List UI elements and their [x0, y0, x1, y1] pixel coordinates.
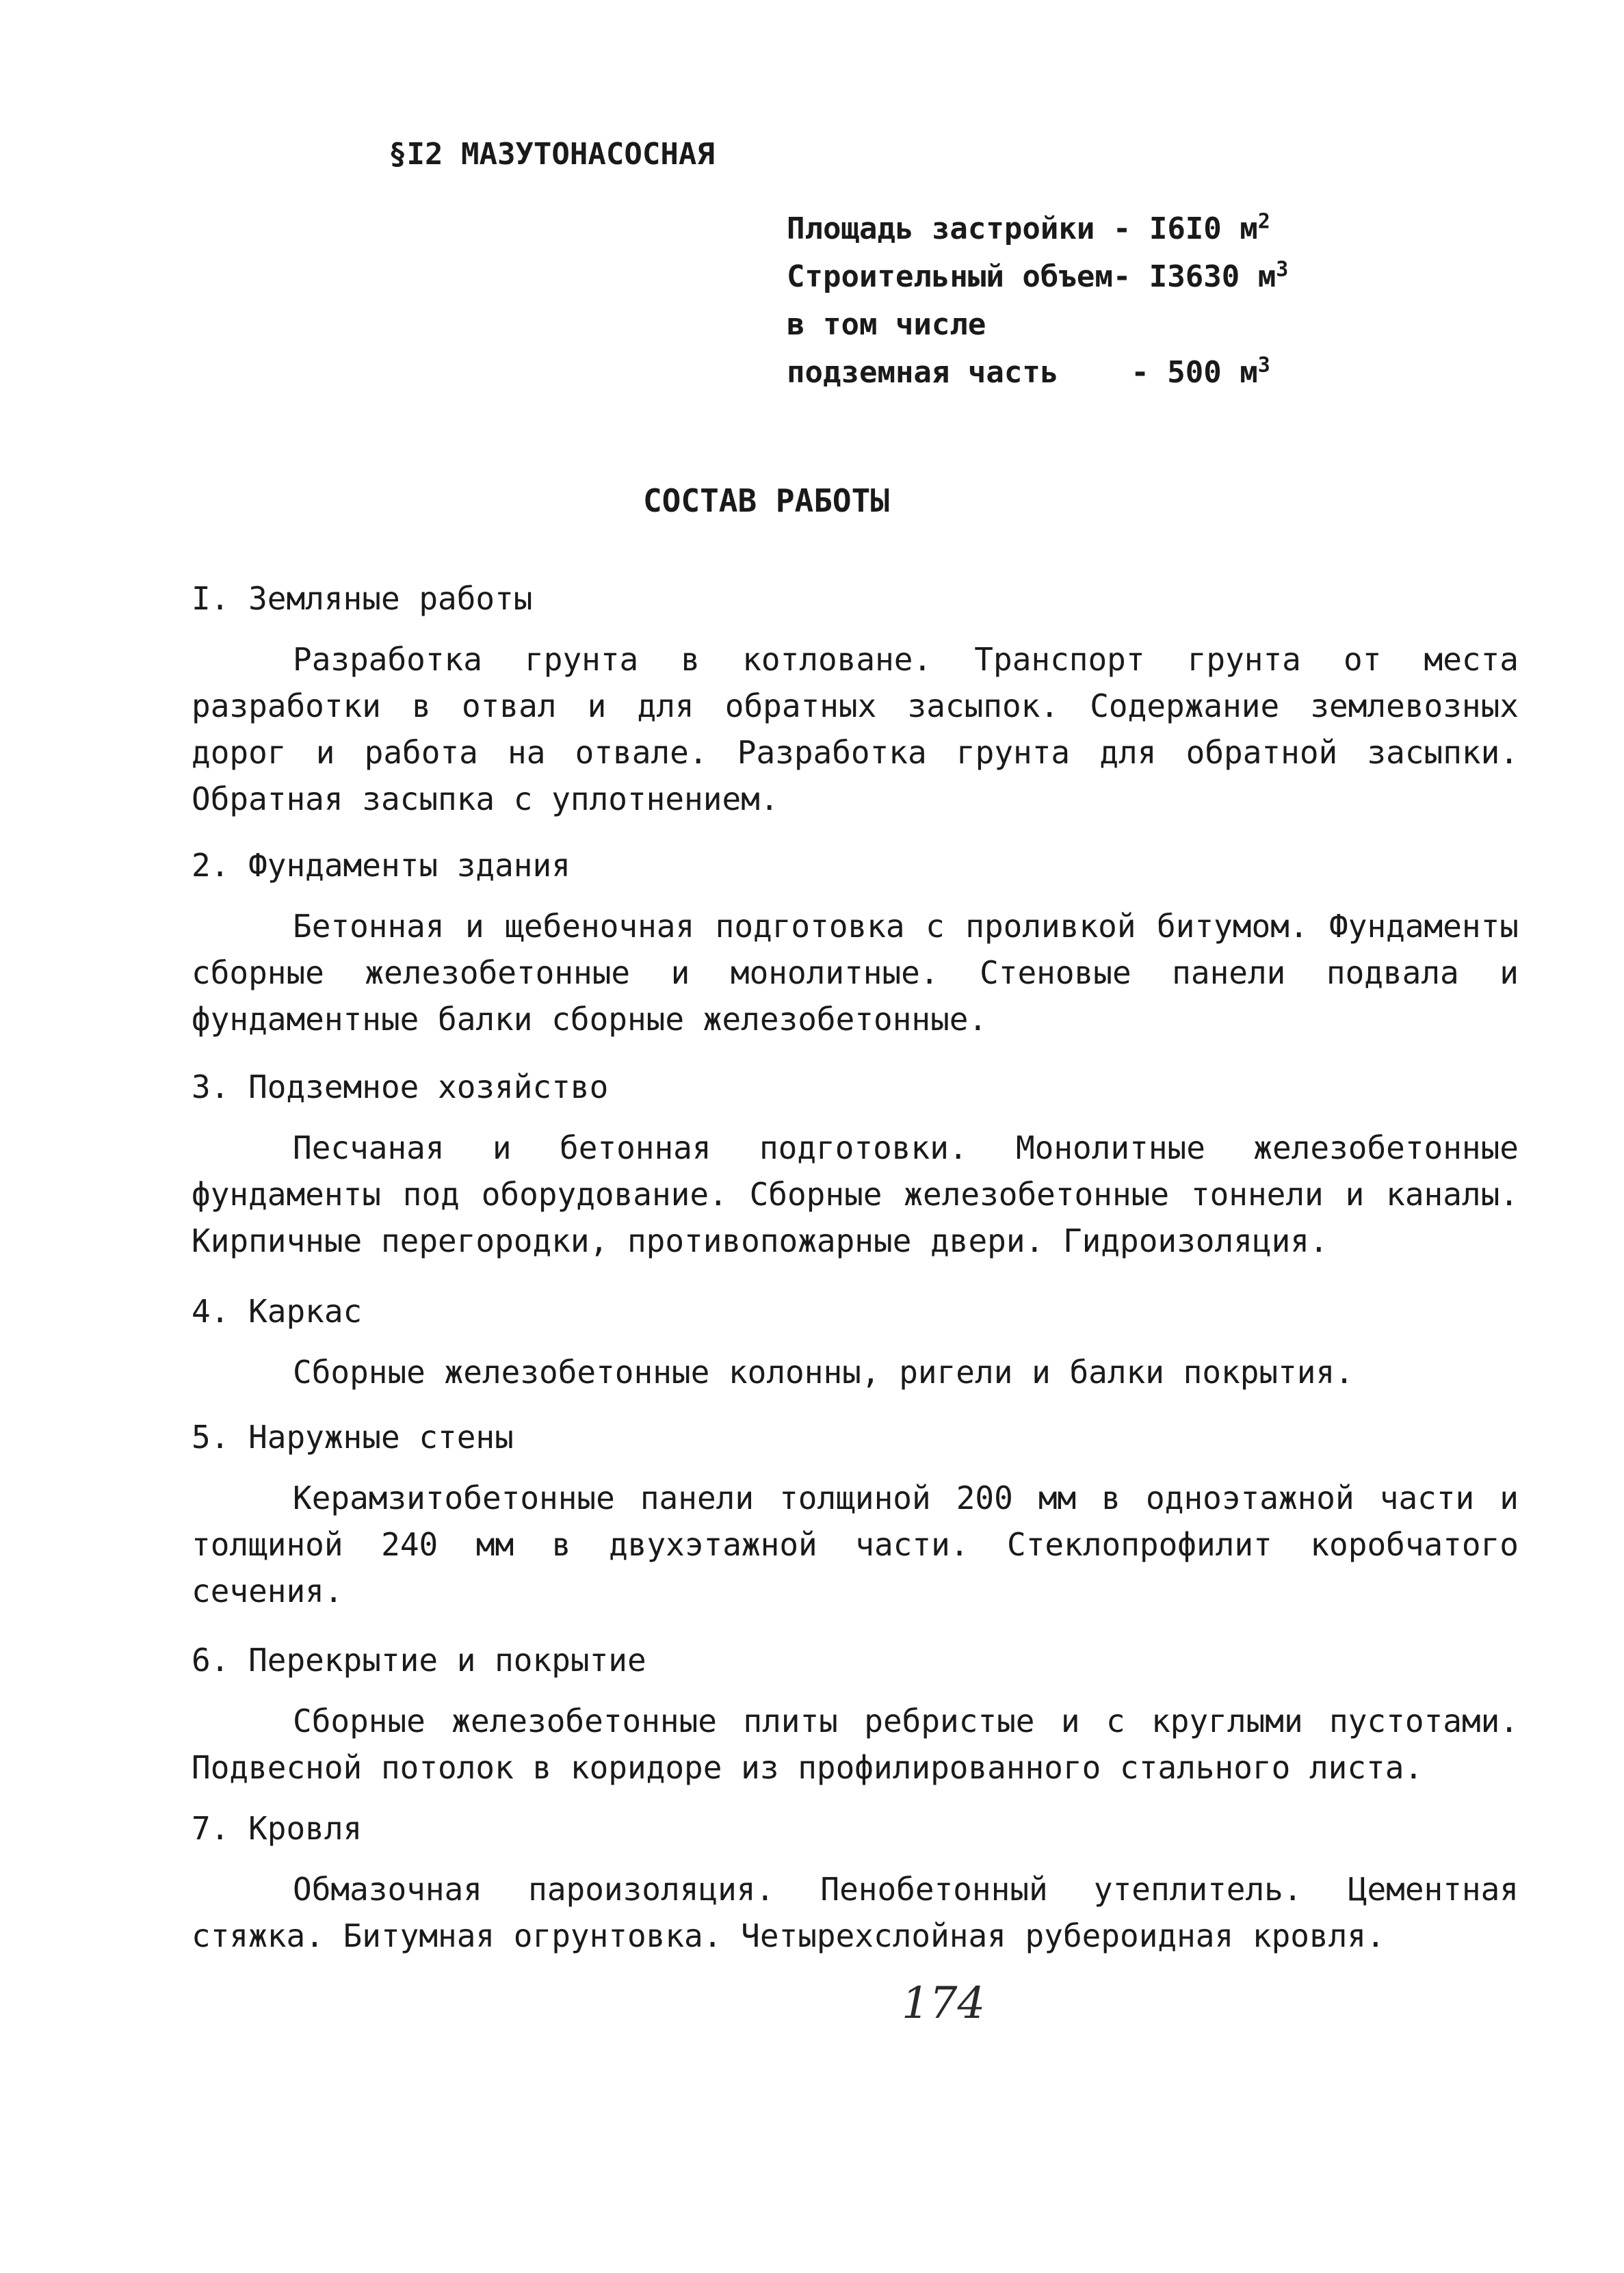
item-body-slabs-roofing: Сборные железобетонные плиты ребристые и с круглыми пустотами. Подвесной потолок в коридоре из профилированного стального листа.: [192, 1703, 1519, 1786]
item-body-frame: Сборные железобетонные колонны, ригели и балки покрытия.: [293, 1354, 1354, 1391]
section-heading: §I2 МАЗУТОНАСОСНАЯ: [389, 137, 715, 172]
stat-area-value: - I6I0 м: [1112, 211, 1258, 246]
stat-underground: [787, 349, 1288, 397]
item-title-exterior-walls: 5. Наружные стены: [192, 1419, 514, 1456]
work-composition-title: СОСТАВ РАБОТЫ: [642, 482, 890, 519]
item-body-exterior-walls: Керамзитобетонные панели толщиной 200 мм в одноэтажной части и толщиной 240 мм в двухэтажной части. Стеклопрофилит коробчатого сечения.: [192, 1480, 1519, 1610]
item-body-foundations: Бетонная и щебеночная подготовка с проливкой битумом. Фундаменты сборные железобетонные и монолитные. Стеновые панели подвала и фундаментные балки сборные железобетонные.: [192, 908, 1519, 1038]
item-body-roof: Обмазочная пароизоляция. Пенобетонный утеплитель. Цементная стяжка. Битумная огрунтовка. Четырехслойная рубероидная кровля.: [192, 1871, 1519, 1954]
item-body-underground: Песчаная и бетонная подготовки. Монолитные железобетонные фундаменты под оборудование. Сборные железобетонные тоннели и каналы. Кирпичные перегородки, противопожарные двери. Гидроизоляция.: [192, 1129, 1519, 1259]
building-stats: [787, 205, 1288, 397]
stat-underground-value: - 500 м: [1131, 355, 1258, 390]
stat-area-exp: 2: [1257, 209, 1270, 234]
item-title-roof: 7. Кровля: [192, 1810, 363, 1847]
stat-area-label: Площадь застройки: [787, 211, 1095, 246]
item-title-slabs-roofing: 6. Перекрытие и покрытие: [192, 1642, 646, 1679]
stat-area: [787, 205, 1288, 253]
item-title-earthworks: I. Земляные работы: [192, 580, 533, 617]
stat-underground-exp: 3: [1257, 353, 1270, 378]
item-title-frame: 4. Каркас: [192, 1293, 363, 1330]
stat-volume-value: - I3630 м: [1112, 259, 1276, 294]
item-title-underground: 3. Подземное хозяйство: [192, 1068, 609, 1105]
item-body-earthworks: Разработка грунта в котловане. Транспорт грунта от места разработки в отвал и для обратных засыпок. Содержание землевозных дорог и работа на отвале. Разработка грунта для обратной засыпки. Обратная засыпка с уплотнением.: [192, 641, 1519, 817]
stat-underground-label: подземная часть: [787, 355, 1059, 390]
stat-volume: [787, 253, 1288, 301]
stat-including: в том числе: [787, 307, 986, 342]
handwritten-page-number: 174: [902, 1978, 986, 2029]
stat-volume-label: Строительный объем: [787, 259, 1113, 294]
stat-volume-exp: 3: [1276, 257, 1289, 282]
item-title-foundations: 2. Фундаменты здания: [192, 847, 571, 884]
